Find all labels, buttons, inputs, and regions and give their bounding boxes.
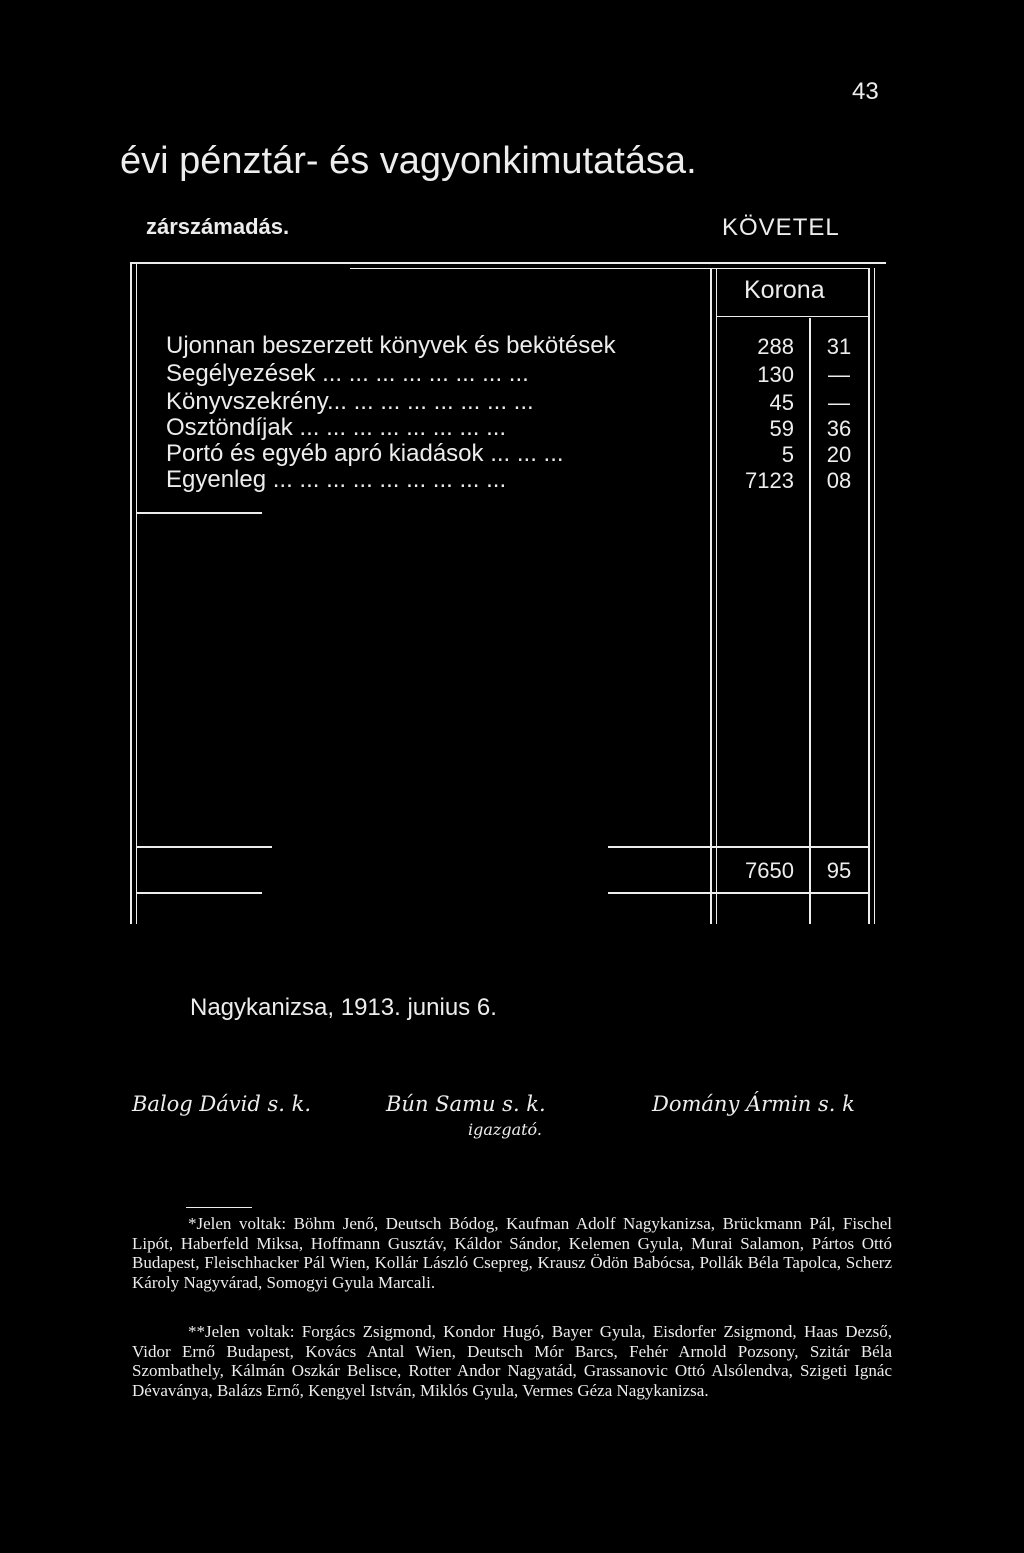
table-row-korona: 7123 <box>745 468 794 493</box>
korona-column-left-rule-2 <box>716 268 717 924</box>
table-row-label: Portó és egyéb apró kiadások ... ... ... <box>166 440 564 467</box>
filler-column-rule <box>809 318 811 924</box>
table-row-label: Egyenleg ... ... ... ... ... ... ... ... ... <box>166 466 507 493</box>
table-left-border <box>130 264 132 924</box>
table-row-korona: 59 <box>769 416 794 441</box>
credit-heading: KÖVETEL <box>722 214 840 241</box>
table-row-label: Segélyezések ... ... ... ... ... ... ... ... <box>166 360 529 387</box>
header-underline <box>716 316 868 317</box>
footnote-2: **Jelen voltak: Forgács Zsigmond, Kondor Hugó, Bayer Gyula, Eisdorfer Zsigmond, Haas Dezső, Vidor Ernő Budapest, Kovács Antal Wien, Deutsch Mór Barcs, Fehér Arnold Pozsony, Szitár Béla Szombathely, Kálmán Oszkár Belisce, Rotter Andor Nagyatád, Grassanovic Ottó Alsólendva, Szigeti Ignác Dévaványa, Balázs Ernő, Kengyel István, Miklós Gyula, Vermes Géza Nagykanizsa. <box>132 1322 892 1400</box>
total-filler: 95 <box>826 858 852 883</box>
table-row-filler: — <box>828 362 850 387</box>
table-left-border-2 <box>136 264 137 924</box>
total-rule-right-bottom <box>608 892 868 894</box>
table-row-label: Osztöndíjak ... ... ... ... ... ... ... ... <box>166 414 507 441</box>
page-title: évi pénztár- és vagyonkimutatása. <box>120 140 697 182</box>
label-end-rule <box>136 512 262 514</box>
total-rule-left-top <box>136 846 272 848</box>
page-number: 43 <box>852 78 879 105</box>
section-subtitle: zárszámadás. <box>146 214 290 239</box>
table-row-filler: 36 <box>826 416 852 441</box>
signature-balog: Balog Dávid s. k. <box>132 1092 312 1116</box>
table-row-filler: 08 <box>826 468 852 493</box>
signature-role: igazgató. <box>468 1120 542 1139</box>
place-date: Nagykanizsa, 1913. junius 6. <box>190 994 497 1021</box>
table-row-korona: 130 <box>757 362 794 387</box>
signature-bun: Bún Samu s. k. <box>386 1092 546 1116</box>
table-right-border-2 <box>874 268 875 924</box>
table-right-border <box>868 268 870 924</box>
table-row-korona: 45 <box>769 390 794 415</box>
table-row-filler: 31 <box>826 334 852 359</box>
footnote-1: *Jelen voltak: Böhm Jenő, Deutsch Bódog, Kaufman Adolf Nagykanizsa, Brückmann Pál, Fischel Lipót, Haberfeld Miksa, Hoffmann Gusztáv, Káldor Sándor, Kelemen Gyula, Murai Salamon, Pártos Ottó Budapest, Fleischhacker Pál Wien, Kollár László Csepreg, Krausz Ödön Babócsa, Pollák Béla Tapolca, Scherz Károly Nagyvárad, Somogyi Gyula Marcali. <box>132 1214 892 1292</box>
total-rule-right-top <box>608 846 868 848</box>
table-top-rule-2 <box>350 268 870 269</box>
table-row-label: Könyvszekrény... ... ... ... ... ... ... ... <box>166 388 534 415</box>
signature-domany: Domány Ármin s. k <box>652 1092 855 1116</box>
table-row-filler: 20 <box>826 442 852 467</box>
total-korona: 7650 <box>745 858 794 883</box>
footnote-rule <box>186 1207 252 1208</box>
table-row-label: Ujonnan beszerzett könyvek és bekötések <box>166 332 616 359</box>
table-row-korona: 288 <box>757 334 794 359</box>
table-row-filler: — <box>828 390 850 415</box>
table-top-rule <box>130 262 886 264</box>
korona-column-header: Korona <box>744 276 825 304</box>
total-rule-left-bottom <box>136 892 262 894</box>
table-row-korona: 5 <box>781 442 794 467</box>
korona-column-left-rule <box>710 268 712 924</box>
